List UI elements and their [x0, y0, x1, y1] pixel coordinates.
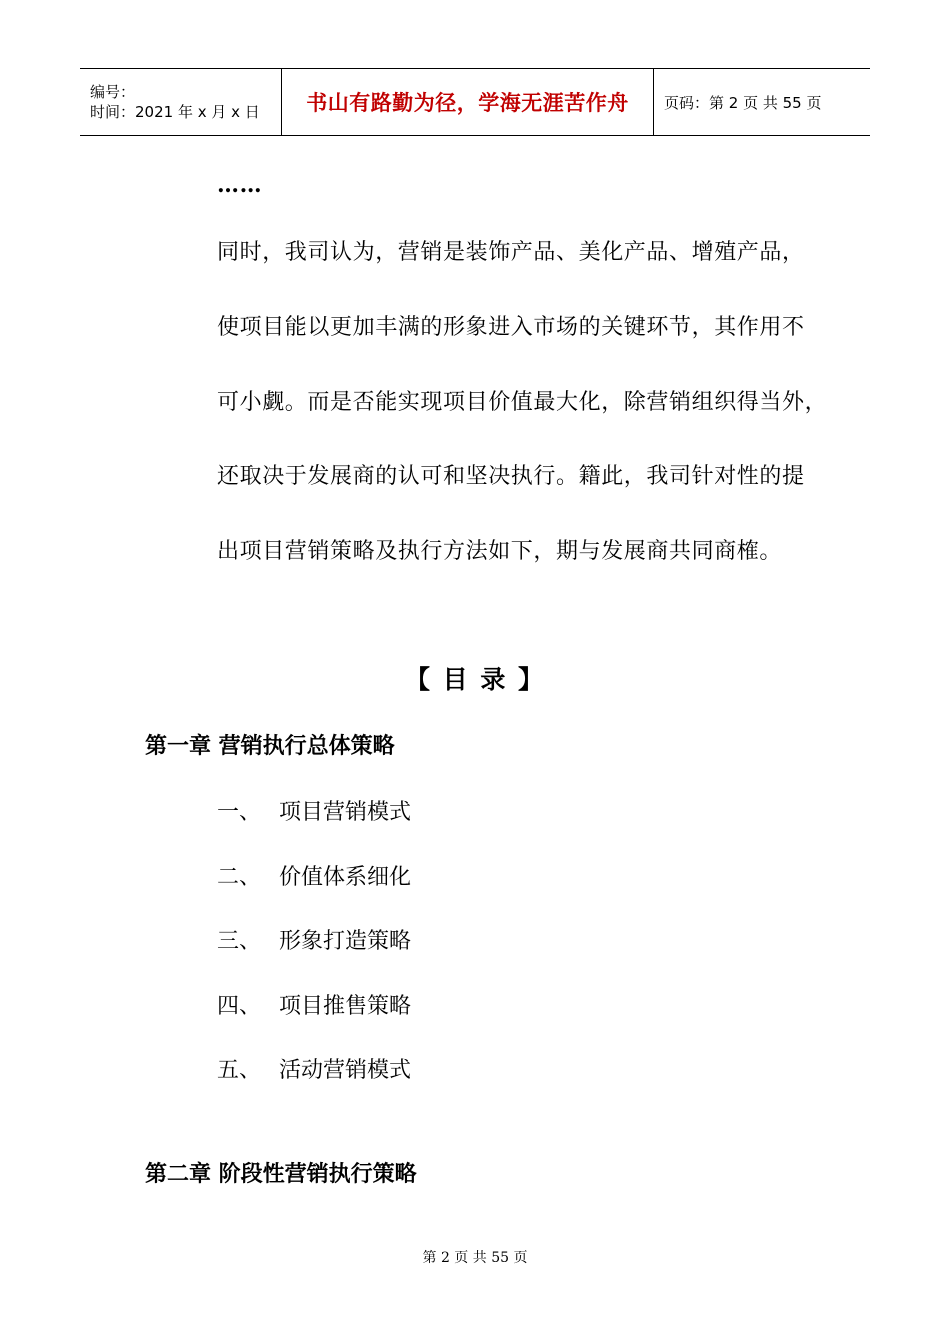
header-motto-cell	[281, 69, 654, 135]
date-label: 时间：2021 年 x 月 x 日	[90, 103, 260, 121]
page-label: 页码：第 2 页 共 55 页	[664, 93, 822, 112]
header-page-cell	[654, 69, 870, 135]
toc-chapter-2: 第二章 阶段性营销执行策略	[145, 1162, 417, 1187]
toc-item-number: 五、	[217, 1058, 262, 1083]
body-line-1: 同时，我司认为，营销是装饰产品、美化产品、增殖产品，	[217, 240, 805, 265]
toc-item-number: 一、	[217, 800, 262, 825]
toc-item-label: 形象打造策略	[279, 929, 412, 954]
motto-text: 书山有路勤为径，学海无涯苦作舟	[306, 91, 629, 115]
page-footer: 第 2 页 共 55 页	[422, 1250, 528, 1266]
toc-item-number: 三、	[217, 929, 262, 954]
toc-item	[217, 860, 411, 891]
page-header	[80, 68, 870, 136]
toc-item	[217, 924, 411, 955]
body-line-2: 使项目能以更加丰满的形象进入市场的关键环节，其作用不	[217, 315, 805, 340]
header-meta	[80, 69, 281, 135]
toc-chapter-1: 第一章 营销执行总体策略	[145, 734, 395, 759]
toc-item-label: 项目推售策略	[279, 994, 412, 1019]
ellipsis: ……	[217, 172, 263, 198]
toc-title: 【 目 录 】	[404, 665, 546, 694]
toc-item	[217, 795, 411, 826]
toc-item-number: 四、	[217, 994, 262, 1019]
toc-item	[217, 989, 411, 1020]
toc-item-label: 活动营销模式	[279, 1058, 412, 1083]
toc-item-label: 项目营销模式	[279, 800, 412, 825]
toc-item-number: 二、	[217, 865, 262, 890]
toc-item-label: 价值体系细化	[279, 865, 412, 890]
body-line-3: 可小觑。而是否能实现项目价值最大化，除营销组织得当外，	[217, 390, 828, 415]
body-line-4: 还取决于发展商的认可和坚决执行。籍此，我司针对性的提	[217, 464, 805, 489]
toc-item	[217, 1053, 411, 1084]
body-line-5: 出项目营销策略及执行方法如下，期与发展商共同商榷。	[217, 539, 783, 564]
serial-label: 编号：	[90, 83, 136, 101]
